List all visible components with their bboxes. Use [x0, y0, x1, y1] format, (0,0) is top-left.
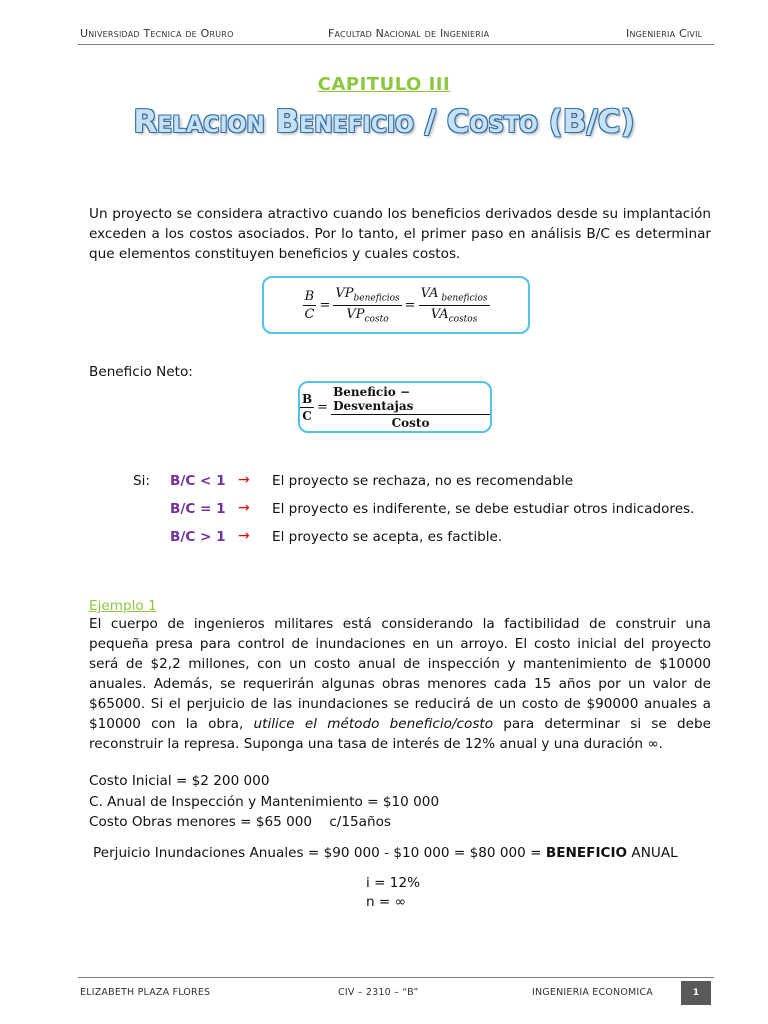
condition-less-than-one: B/C < 1	[170, 473, 226, 489]
va-costs	[429, 306, 480, 325]
header-department: Ingenieria Civil	[626, 27, 703, 40]
flood-damage-line	[93, 845, 678, 861]
footer-divider	[78, 977, 714, 978]
equals-sign: =	[317, 399, 329, 415]
footer-author: ELIZABETH PLAZA FLORES	[80, 987, 211, 998]
example-paragraph	[89, 614, 711, 754]
va-costs-subscript: costos	[448, 314, 478, 325]
footer-course: CIV – 2310 – “B”	[338, 987, 419, 998]
vp-cost	[344, 306, 390, 325]
page-number: 1	[681, 981, 711, 1005]
net-benefit-label: Beneficio Neto:	[89, 364, 193, 380]
vp-cost-subscript: costo	[364, 314, 389, 325]
net-benefit-denominator: Costo	[391, 415, 430, 430]
example-text-part-1: El cuerpo de ingenieros militares está considerando la factibilidad de construir una pequeña presa para control de inundaciones en un arroyo. El costo inicial del proyecto será de $2,2 millones, con un costo anual de inspección y mantenimiento de $10000 anuales. Además, se requerirán algunas obras menores cada 15 años por un valor de $65000. Si el perjuicio de las inundaciones se reducirá de un costo de $90000 anuales a $10000 con la obra,	[89, 616, 711, 732]
condition-indifferent-text: El proyecto es indiferente, se debe estudiar otros indicadores.	[272, 501, 695, 517]
flood-damage-suffix: ANUAL	[627, 845, 678, 861]
red-arrow-icon: →	[238, 500, 250, 516]
equals-sign: =	[319, 297, 331, 313]
vp-benefits	[333, 286, 401, 306]
fraction-numerator: B	[302, 391, 313, 406]
vp-symbol: VP	[335, 285, 354, 301]
intro-paragraph: Un proyecto se considera atractivo cuando los beneficios derivados desde su implantación exceden a los costos asociados. Por lo tanto, el primer paso en análisis B/C es determinar que elementos constituyen beneficios y cuales costos.	[89, 206, 711, 262]
fraction-b-over-c	[302, 289, 316, 322]
example-text-part-2: para determinar si se debe reconstruir la represa. Suponga una tasa de interés de 12% anual y una duración ∞.	[89, 716, 711, 752]
condition-reject-text: El proyecto se rechaza, no es recomendable	[272, 473, 574, 489]
net-benefit-numerator: Beneficio − Desventajas	[331, 385, 490, 415]
benefit-bold-word: BENEFICIO	[545, 845, 628, 861]
va-symbol: VA	[420, 285, 439, 301]
conditions-si-label: Si:	[133, 473, 150, 489]
fraction-va	[419, 286, 490, 324]
page-title: Relacion Beneficio / Costo (B/C)	[133, 104, 635, 140]
example-title: Ejemplo 1	[89, 598, 157, 614]
header-faculty: Facultad Nacional de Ingenieria	[328, 27, 490, 40]
vp-benefits-subscript: beneficios	[353, 293, 400, 304]
red-arrow-icon: →	[238, 472, 250, 488]
footer-subject: INGENIERIA ECONOMICA	[532, 987, 653, 998]
va-symbol: VA	[430, 306, 449, 322]
formula-net-box	[298, 381, 492, 433]
example-text-italic: utilice el método beneficio/costo	[253, 716, 494, 732]
minor-works-line: Costo Obras menores = $65 000 c/15años	[89, 814, 392, 830]
vp-symbol: VP	[346, 306, 365, 322]
flood-damage-prefix: Perjuicio Inundaciones Anuales = $90 000 - $10 000 = $80 000 =	[93, 845, 546, 861]
fraction-denominator: C	[302, 408, 312, 423]
chapter-heading: CAPITULO III	[317, 74, 451, 95]
fraction-net-benefit	[331, 385, 490, 430]
header-university: Universidad Tecnica de Oruro	[80, 27, 234, 40]
va-benefits-subscript: beneficios	[438, 293, 488, 304]
annual-maintenance-line: C. Anual de Inspección y Mantenimiento = $10 000	[89, 794, 440, 810]
fraction-denominator: C	[304, 306, 315, 322]
condition-accept-text: El proyecto se acepta, es factible.	[272, 529, 503, 545]
condition-greater-than-one: B/C > 1	[170, 529, 226, 545]
duration: n = ∞	[366, 894, 406, 910]
interest-rate: i = 12%	[366, 875, 421, 891]
va-benefits	[419, 286, 490, 306]
red-arrow-icon: →	[238, 528, 250, 544]
fraction-numerator: B	[304, 288, 315, 304]
fraction-b-over-c	[300, 392, 314, 423]
equals-sign: =	[404, 297, 416, 313]
condition-equal-one: B/C = 1	[170, 501, 226, 517]
formula-bc-box	[262, 276, 530, 334]
header-divider	[78, 44, 714, 45]
initial-cost-line: Costo Inicial = $2 200 000	[89, 773, 270, 789]
fraction-vp	[333, 286, 401, 324]
